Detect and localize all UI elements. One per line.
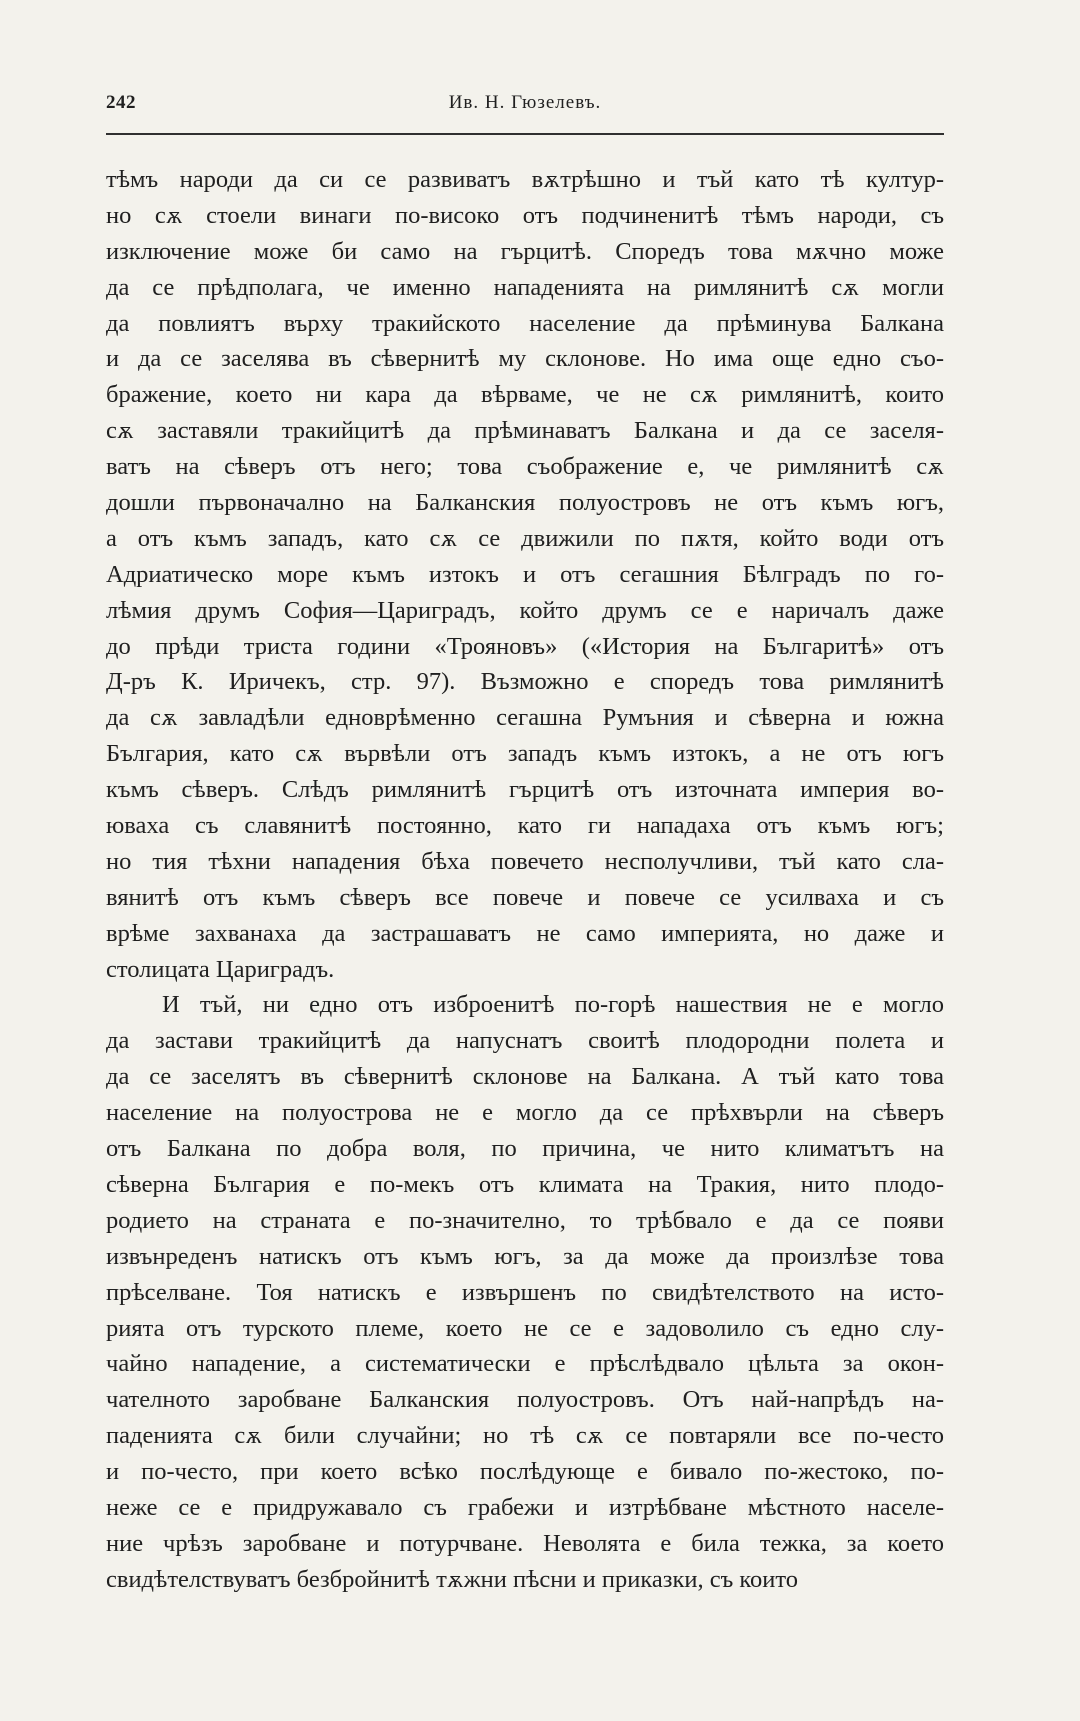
- text-line: и по-често, при което всѣко послѣдующе е бивало по-жестоко, по-: [106, 1458, 944, 1486]
- text-line: ватъ на сѣверъ отъ него; това съображение е, че римлянитѣ сѫ: [106, 453, 944, 481]
- text-line: родието на страната е по-значително, то трѣбвало е да се появи: [106, 1206, 944, 1234]
- text-line: рията отъ турското племе, което не се е задоволило съ едно слу-: [106, 1314, 944, 1342]
- text-line: сѣверна България е по-мекъ отъ климата на Тракия, нито плодо-: [106, 1170, 944, 1198]
- header-rule: [106, 133, 944, 135]
- text-line: но сѫ стоели винаги по-високо отъ подчиненитѣ тѣмъ народи, съ: [106, 201, 944, 229]
- text-line: Д-ръ К. Иричекъ, стр. 97). Възможно е споредъ това римлянитѣ: [106, 668, 944, 696]
- text-line: Адриатическо море къмъ изтокъ и отъ сегашния Бѣлградъ по го-: [106, 560, 944, 588]
- text-line: свидѣтелствуватъ безбройнитѣ тѫжни пѣсни и приказки, съ които: [106, 1565, 799, 1593]
- text-line: прѣселване. Тоя натискъ е извършенъ по свидѣтелството на исто-: [106, 1278, 944, 1306]
- text-line: врѣме захванаха да застрашаватъ не само империята, но даже и: [106, 919, 944, 947]
- text-line: тѣмъ народи да си се развиватъ вѫтрѣшно и тъй като тѣ култур-: [106, 166, 944, 193]
- text-line: отъ Балкана по добра воля, по причина, че нито климатътъ на: [106, 1135, 944, 1163]
- text-line: вянитѣ отъ къмъ сѣверъ все повече и повече се усилваха и съ: [106, 883, 944, 911]
- page-header: [106, 92, 944, 128]
- text-line: И тъй, ни едно отъ изброенитѣ по-горѣ нашествия не е могло: [162, 991, 944, 1019]
- text-line: изключение може би само на гърцитѣ. Споредъ това мѫчно може: [106, 237, 944, 265]
- text-line: а отъ къмъ западъ, като сѫ се движили по пѫтя, който води отъ: [106, 524, 944, 552]
- page-number: 242: [106, 92, 136, 113]
- text-line: чайно нападение, а систематически е прѣслѣдвало цѣльта за окон-: [106, 1350, 944, 1378]
- text-line: да се заселятъ въ сѣвернитѣ склонове на Балкана. А тъй като това: [106, 1063, 944, 1091]
- text-line: ние чрѣзъ заробване и потурчване. Неволята е била тежка, за което: [106, 1529, 944, 1557]
- text-line: чателното заробване Балканския полуостровъ. Отъ най-напрѣдъ на-: [106, 1386, 944, 1414]
- text-line: да повлиятъ върху тракийското население да прѣминува Балкана: [106, 309, 944, 337]
- running-title: Ив. Н. Гюзелевъ.: [448, 92, 602, 113]
- text-line: население на полуострова не е могло да се прѣхвърли на сѣверъ: [106, 1099, 944, 1127]
- body-text: [106, 162, 944, 1598]
- text-line: но тия тѣхни нападения бѣха повечето несполучливи, тъй като сла-: [106, 847, 944, 875]
- text-line: бражение, което ни кара да вѣрваме, че не сѫ римлянитѣ, които: [106, 381, 944, 409]
- text-line: да застави тракийцитѣ да напуснатъ своитѣ плодородни полета и: [106, 1027, 944, 1055]
- text-line: и да се заселява въ сѣвернитѣ му склонове. Но има още едно съо-: [106, 345, 944, 373]
- text-line: извънреденъ натискъ отъ къмъ югъ, за да може да произлѣзе това: [106, 1242, 944, 1270]
- text-line: да се прѣдполага, че именно нападенията на римлянитѣ сѫ могли: [106, 273, 944, 301]
- text-line: паденията сѫ били случайни; но тѣ сѫ се повтаряли все по-често: [106, 1422, 944, 1450]
- text-line: лѣмия друмъ София—Цариградъ, който друмъ се е наричалъ даже: [106, 596, 944, 624]
- text-line: дошли първоначално на Балканския полуостровъ не отъ къмъ югъ,: [106, 489, 944, 517]
- text-line: до прѣди триста години «Трояновъ» («История на Българитѣ» отъ: [106, 632, 944, 660]
- text-line: юваха съ славянитѣ постоянно, като ги нападаха отъ къмъ югъ;: [106, 812, 944, 840]
- paragraph: [106, 987, 944, 1597]
- text-line: да сѫ завладѣли едноврѣменно сегашна Румъния и сѣверна и южна: [106, 704, 944, 732]
- text-line: къмъ сѣверъ. Слѣдъ римлянитѣ гърцитѣ отъ източната империя во-: [106, 776, 944, 804]
- text-line: неже се е придружавало съ грабежи и изтрѣбване мѣстното населе-: [106, 1493, 944, 1521]
- text-line: сѫ заставяли тракийцитѣ да прѣминаватъ Балкана и да се заселя-: [106, 417, 944, 445]
- paragraph: [106, 162, 944, 987]
- text-line: България, като сѫ вървѣли отъ западъ къмъ изтокъ, а не отъ югъ: [106, 740, 944, 768]
- text-line: столицата Цариградъ.: [106, 955, 335, 983]
